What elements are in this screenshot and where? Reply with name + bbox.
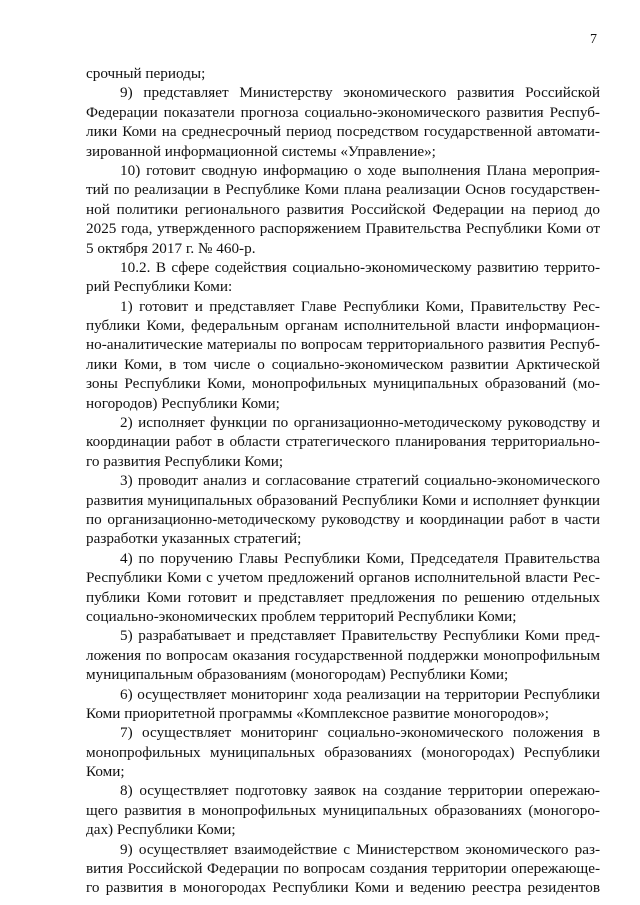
text-line: лики Коми, в том числе о социально-экономическом развитии Арктической — [86, 355, 600, 373]
text-line: разработки указанных стратегий; — [86, 530, 302, 548]
text-line: вития Российской Федерации по вопросам создания территории опережающе- — [86, 860, 600, 878]
page-number: 7 — [590, 32, 597, 47]
text-line: ной политики регионального развития Российской Федерации на период до — [86, 200, 600, 218]
text-line: лики Коми на среднесрочный период посредством государственной автомати- — [86, 123, 600, 141]
text-line: Республики Коми с учетом предложений органов исполнительной власти Рес- — [86, 569, 600, 587]
text-line: Коми приоритетной программы «Комплексное развитие моногородов»; — [86, 704, 550, 722]
text-line: координации работ в области стратегического планирования территориально- — [86, 433, 600, 451]
text-line: социально-экономических проблем территорий Республики Коми; — [86, 607, 517, 625]
text-line: 4) по поручению Главы Республики Коми, Председателя Правительства — [120, 549, 600, 567]
text-line: Федерации показатели прогноза социально-экономического развития Респуб- — [86, 103, 600, 121]
text-line: щего развития в монопрофильных муниципальных образованиях (моногоро- — [86, 801, 600, 819]
text-line: го развития Республики Коми; — [86, 452, 284, 470]
text-line: 5) разрабатывает и представляет Правительству Республики Коми пред- — [120, 627, 600, 645]
text-line: зированной информационной системы «Управление»; — [86, 142, 436, 160]
text-line: 1) готовит и представляет Главе Республики Коми, Правительству Рес- — [120, 297, 600, 315]
text-line: 9) осуществляет взаимодействие с Министерством экономического раз- — [120, 840, 600, 858]
text-line: 8) осуществляет подготовку заявок на создание территории опережаю- — [120, 782, 600, 800]
text-line: 5 октября 2017 г. № 460-р. — [86, 239, 256, 257]
text-line: 3) проводит анализ и согласование стратегий социально-экономического — [120, 472, 600, 490]
text-line: тий по реализации в Республике Коми плана реализации Основ государствен- — [86, 181, 600, 199]
text-line: срочный периоды; — [86, 65, 206, 82]
text-line: публики Коми готовит и представляет предложения по решению отдельных — [86, 588, 600, 606]
text-line: дах) Республики Коми; — [86, 821, 236, 839]
text-line: 10) готовит сводную информацию о ходе выполнения Плана мероприя- — [120, 161, 600, 179]
text-line: рий Республики Коми: — [86, 278, 233, 296]
text-line: муниципальным образованиям (моногородам) Республики Коми; — [86, 666, 509, 684]
text-line: но-аналитические материалы по вопросам территориального развития Респуб- — [86, 336, 600, 354]
document-body — [86, 64, 600, 898]
text-line: го развития в моногородах Республики Коми и ведению реестра резидентов — [86, 879, 600, 897]
text-line: 7) осуществляет мониторинг социально-экономического положения в — [120, 724, 600, 742]
text-line: 10.2. В сфере содействия социально-экономическому развитию террито- — [120, 258, 600, 276]
text-line: развития муниципальных образований Республики Коми и исполняет функции — [86, 491, 600, 509]
text-line: 2025 года, утвержденного распоряжением Правительства Республики Коми от — [86, 220, 600, 238]
text-line: публики Коми, федеральным органам исполнительной власти информацион- — [86, 317, 600, 335]
text-line: 2) исполняет функции по организационно-методическому руководству и — [120, 414, 600, 432]
text-line: монопрофильных муниципальных образованиях (моногородах) Республики — [86, 743, 600, 761]
text-line: зоны Республики Коми, монопрофильных муниципальных образований (мо- — [86, 375, 600, 393]
text-line: по организационно-методическому руководству и координации работ в части — [86, 510, 600, 528]
text-line: ногородов) Республики Коми; — [86, 394, 280, 412]
text-line: 6) осуществляет мониторинг хода реализации на территории Республики — [120, 685, 600, 703]
text-line: 9) представляет Министерству экономического развития Российской — [120, 84, 600, 102]
text-line: Коми; — [86, 763, 125, 781]
text-line: ложения по вопросам оказания государственной поддержки монопрофильным — [86, 646, 600, 664]
